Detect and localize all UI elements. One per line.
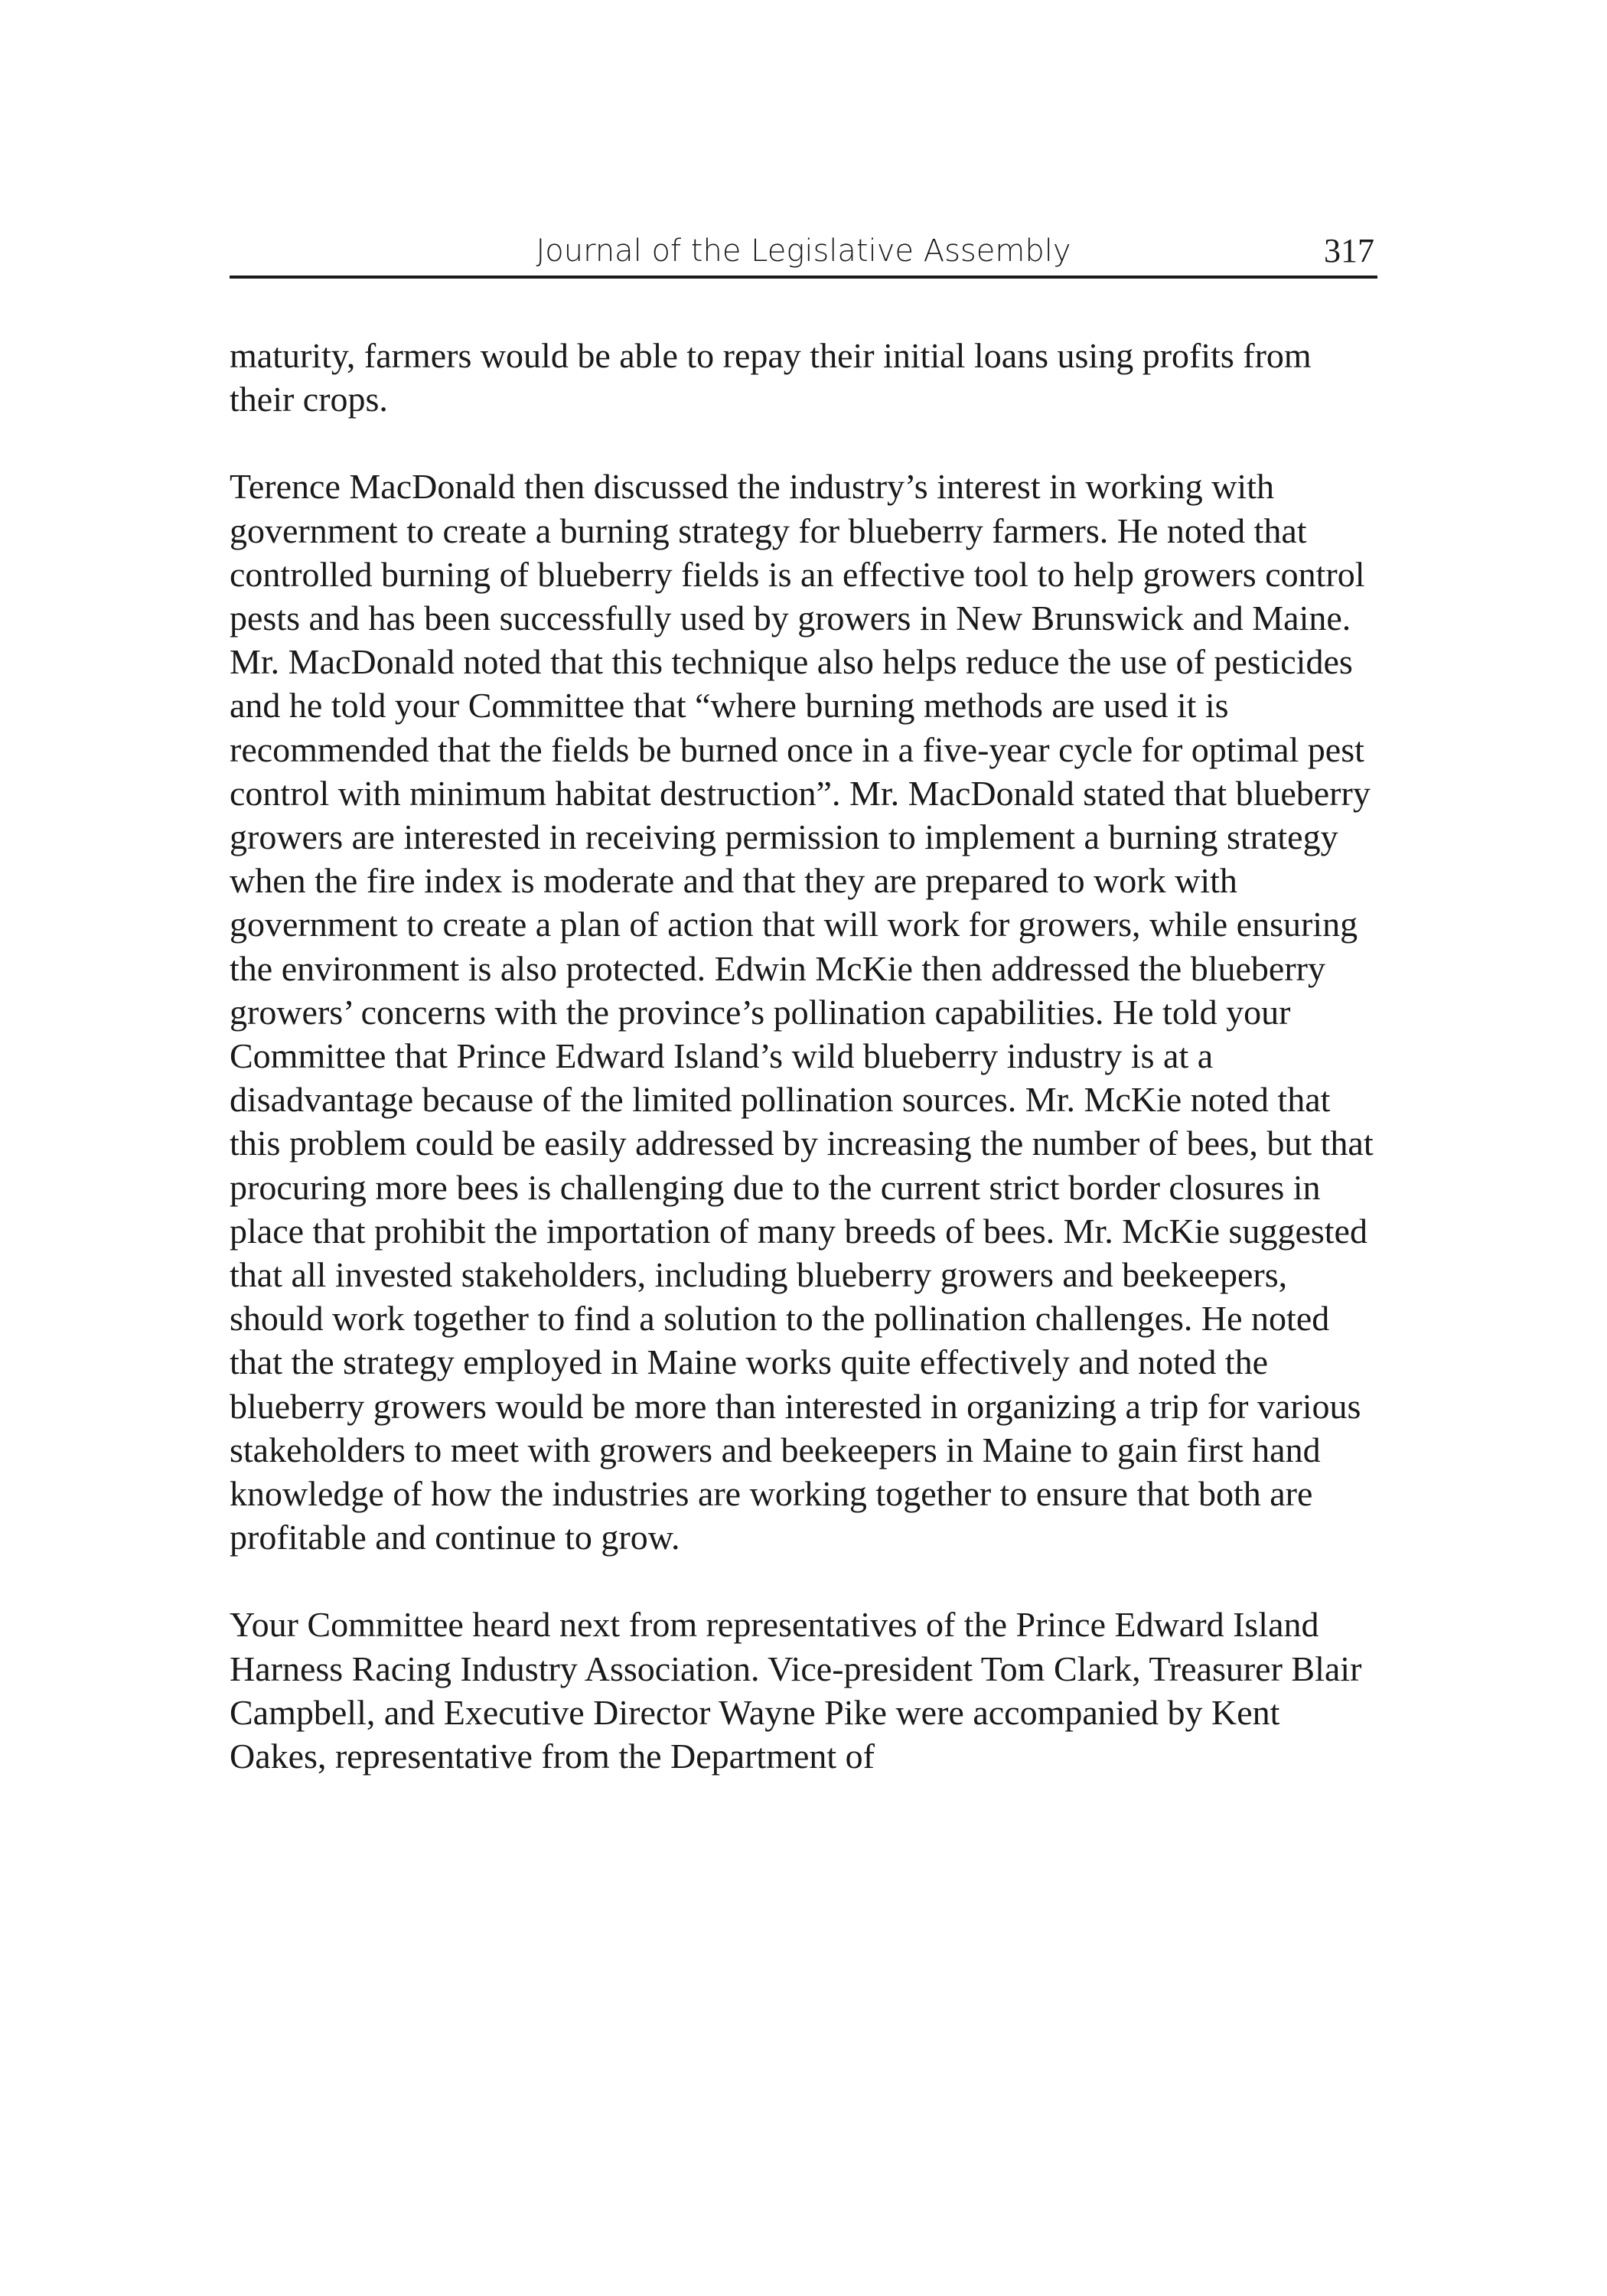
- paragraph-2: Terence MacDonald then discussed the industry’s interest in working with government to create a burning strategy for blueberry farmers. He noted that controlled burning of blueberry fields is an effective tool to help growers control pests and has been successfully used by growers in New Brunswick and Maine. Mr. MacDonald noted that this technique also helps reduce the use of pesticides and he told your Committee that “where burning methods are used it is recommended that the fields be burned once in a five-year cycle for optimal pest control with minimum habitat destruction”. Mr. MacDonald stated that blueberry growers are interested in receiving permission to implement a burning strategy when the fire index is moderate and that they are prepared to work with government to create a plan of action that will work for growers, while ensuring the environment is also protected. Edwin McKie then addressed the blueberry growers’ concerns with the province’s pollination capabilities. He told your Committee that Prince Edward Island’s wild blueberry industry is at a disadvantage because of the limited pollination sources. Mr. McKie noted that this problem could be easily addressed by increasing the number of bees, but that procuring more bees is challenging due to the current strict border closures in place that prohibit the importation of many breeds of bees. Mr. McKie suggested that all invested stakeholders, including blueberry growers and beekeepers, should work together to find a solution to the pollination challenges. He noted that the strategy employed in Maine works quite effectively and noted the blueberry growers would be more than interested in organizing a trip for various stakeholders to meet with growers and beekeepers in Maine to gain first hand knowledge of how the industries are working together to ensure that both are profitable and continue to grow.: [230, 467, 1374, 1557]
- journal-title: Journal of the Legislative Assembly: [536, 233, 1071, 269]
- running-header: [230, 227, 1377, 279]
- body-text: [230, 334, 1377, 1821]
- paragraph-3: Your Committee heard next from representatives of the Prince Edward Island Harness Racing Industry Association. Vice-president Tom Clark, Treasurer Blair Campbell, and Executive Director Wayne Pike were accompanied by Kent Oakes, representative from the Department of: [230, 1605, 1362, 1776]
- page-number: 317: [1324, 232, 1374, 269]
- paragraph-1: maturity, farmers would be able to repay their initial loans using profits from their crops.: [230, 336, 1312, 419]
